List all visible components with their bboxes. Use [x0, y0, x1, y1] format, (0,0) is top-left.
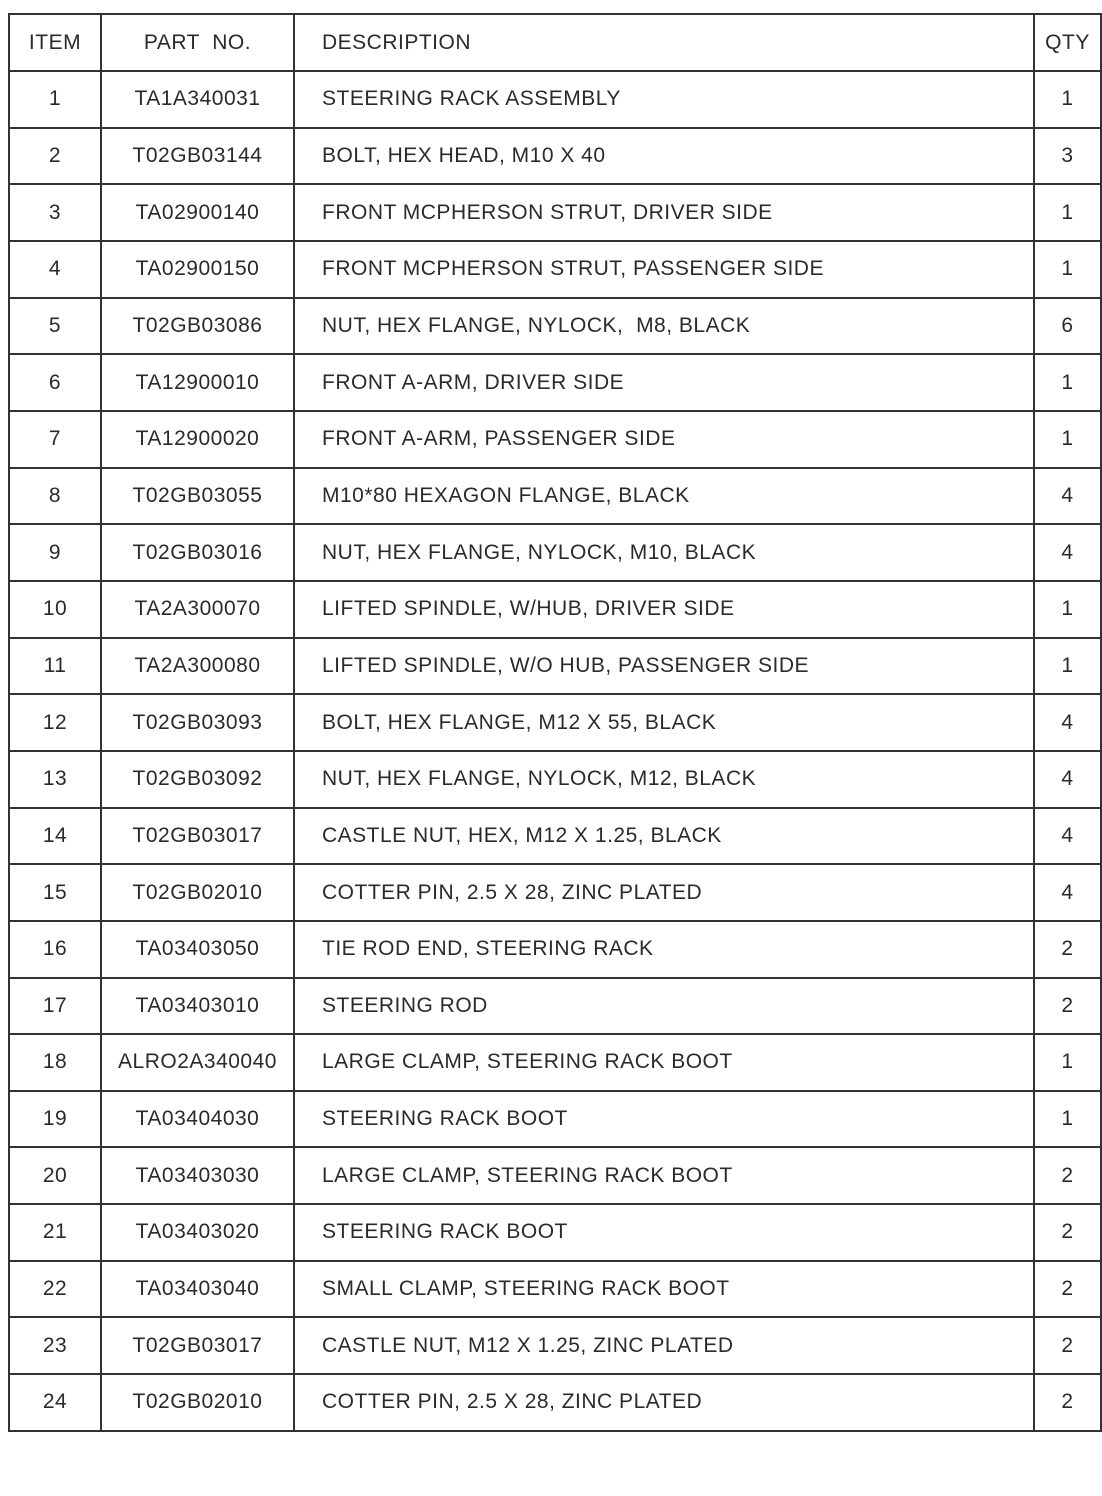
cell-part-no: T02GB02010 — [101, 864, 294, 921]
header-row — [9, 14, 1101, 71]
cell-qty: 4 — [1034, 864, 1101, 921]
cell-qty: 1 — [1034, 241, 1101, 298]
cell-qty: 2 — [1034, 1317, 1101, 1374]
cell-description: FRONT MCPHERSON STRUT, PASSENGER SIDE — [294, 241, 1034, 298]
table-row — [9, 581, 1101, 638]
cell-part-no: TA02900150 — [101, 241, 294, 298]
cell-description: SMALL CLAMP, STEERING RACK BOOT — [294, 1261, 1034, 1318]
cell-description: STEERING RACK BOOT — [294, 1091, 1034, 1148]
cell-qty: 1 — [1034, 411, 1101, 468]
table-row — [9, 1261, 1101, 1318]
cell-description: STEERING RACK ASSEMBLY — [294, 71, 1034, 128]
cell-qty: 1 — [1034, 184, 1101, 241]
cell-item: 16 — [9, 921, 101, 978]
cell-qty: 4 — [1034, 524, 1101, 581]
table-row — [9, 298, 1101, 355]
cell-part-no: T02GB03092 — [101, 751, 294, 808]
table-row — [9, 524, 1101, 581]
cell-item: 21 — [9, 1204, 101, 1261]
cell-qty: 1 — [1034, 354, 1101, 411]
table-row — [9, 411, 1101, 468]
cell-description: COTTER PIN, 2.5 X 28, ZINC PLATED — [294, 1374, 1034, 1431]
table-row — [9, 864, 1101, 921]
cell-qty: 1 — [1034, 71, 1101, 128]
cell-part-no: TA2A300070 — [101, 581, 294, 638]
cell-description: FRONT A-ARM, DRIVER SIDE — [294, 354, 1034, 411]
cell-item: 8 — [9, 468, 101, 525]
table-row — [9, 751, 1101, 808]
table-row — [9, 1204, 1101, 1261]
cell-description: NUT, HEX FLANGE, NYLOCK, M10, BLACK — [294, 524, 1034, 581]
table-row — [9, 921, 1101, 978]
cell-part-no: T02GB03093 — [101, 694, 294, 751]
cell-qty: 1 — [1034, 1091, 1101, 1148]
cell-item: 12 — [9, 694, 101, 751]
table-row — [9, 1034, 1101, 1091]
cell-part-no: T02GB03086 — [101, 298, 294, 355]
cell-description: STEERING ROD — [294, 978, 1034, 1035]
cell-part-no: TA03404030 — [101, 1091, 294, 1148]
cell-description: FRONT A-ARM, PASSENGER SIDE — [294, 411, 1034, 468]
cell-item: 2 — [9, 128, 101, 185]
cell-qty: 1 — [1034, 638, 1101, 695]
cell-part-no: TA03403010 — [101, 978, 294, 1035]
table-header — [9, 14, 1101, 71]
cell-description: M10*80 HEXAGON FLANGE, BLACK — [294, 468, 1034, 525]
cell-qty: 4 — [1034, 751, 1101, 808]
cell-item: 19 — [9, 1091, 101, 1148]
cell-item: 1 — [9, 71, 101, 128]
cell-qty: 1 — [1034, 581, 1101, 638]
cell-qty: 2 — [1034, 1374, 1101, 1431]
cell-item: 22 — [9, 1261, 101, 1318]
cell-part-no: TA02900140 — [101, 184, 294, 241]
cell-qty: 6 — [1034, 298, 1101, 355]
header-part-no: PART NO. — [101, 14, 294, 71]
table-row — [9, 978, 1101, 1035]
cell-qty: 2 — [1034, 921, 1101, 978]
cell-item: 7 — [9, 411, 101, 468]
cell-part-no: TA1A340031 — [101, 71, 294, 128]
table-row — [9, 128, 1101, 185]
header-item: ITEM — [9, 14, 101, 71]
cell-item: 3 — [9, 184, 101, 241]
cell-item: 5 — [9, 298, 101, 355]
cell-description: TIE ROD END, STEERING RACK — [294, 921, 1034, 978]
table-row — [9, 241, 1101, 298]
cell-item: 13 — [9, 751, 101, 808]
cell-qty: 2 — [1034, 1204, 1101, 1261]
cell-part-no: TA03403020 — [101, 1204, 294, 1261]
cell-description: LIFTED SPINDLE, W/HUB, DRIVER SIDE — [294, 581, 1034, 638]
cell-qty: 2 — [1034, 1147, 1101, 1204]
cell-description: LARGE CLAMP, STEERING RACK BOOT — [294, 1034, 1034, 1091]
table-row — [9, 1147, 1101, 1204]
cell-description: CASTLE NUT, HEX, M12 X 1.25, BLACK — [294, 808, 1034, 865]
cell-item: 10 — [9, 581, 101, 638]
cell-item: 17 — [9, 978, 101, 1035]
cell-part-no: T02GB03144 — [101, 128, 294, 185]
cell-part-no: TA03403050 — [101, 921, 294, 978]
cell-part-no: T02GB03017 — [101, 808, 294, 865]
table-row — [9, 638, 1101, 695]
cell-description: BOLT, HEX HEAD, M10 X 40 — [294, 128, 1034, 185]
table-row — [9, 1091, 1101, 1148]
cell-part-no: T02GB03016 — [101, 524, 294, 581]
cell-description: COTTER PIN, 2.5 X 28, ZINC PLATED — [294, 864, 1034, 921]
table-row — [9, 354, 1101, 411]
table-row — [9, 468, 1101, 525]
cell-qty: 4 — [1034, 694, 1101, 751]
table-row — [9, 184, 1101, 241]
cell-description: NUT, HEX FLANGE, NYLOCK, M8, BLACK — [294, 298, 1034, 355]
cell-item: 14 — [9, 808, 101, 865]
cell-item: 20 — [9, 1147, 101, 1204]
cell-item: 15 — [9, 864, 101, 921]
cell-description: STEERING RACK BOOT — [294, 1204, 1034, 1261]
cell-item: 9 — [9, 524, 101, 581]
cell-item: 18 — [9, 1034, 101, 1091]
table-row — [9, 808, 1101, 865]
cell-part-no: T02GB02010 — [101, 1374, 294, 1431]
cell-description: CASTLE NUT, M12 X 1.25, ZINC PLATED — [294, 1317, 1034, 1374]
table-row — [9, 1374, 1101, 1431]
table-row — [9, 694, 1101, 751]
cell-item: 24 — [9, 1374, 101, 1431]
table-row — [9, 71, 1101, 128]
cell-item: 6 — [9, 354, 101, 411]
cell-qty: 2 — [1034, 1261, 1101, 1318]
cell-part-no: TA12900010 — [101, 354, 294, 411]
cell-item: 11 — [9, 638, 101, 695]
cell-part-no: TA2A300080 — [101, 638, 294, 695]
cell-part-no: T02GB03017 — [101, 1317, 294, 1374]
cell-qty: 3 — [1034, 128, 1101, 185]
cell-description: LARGE CLAMP, STEERING RACK BOOT — [294, 1147, 1034, 1204]
cell-part-no: ALRO2A340040 — [101, 1034, 294, 1091]
cell-description: BOLT, HEX FLANGE, M12 X 55, BLACK — [294, 694, 1034, 751]
cell-item: 4 — [9, 241, 101, 298]
table-row — [9, 1317, 1101, 1374]
header-qty: QTY — [1034, 14, 1101, 71]
cell-description: FRONT MCPHERSON STRUT, DRIVER SIDE — [294, 184, 1034, 241]
table-body — [9, 71, 1101, 1431]
cell-qty: 2 — [1034, 978, 1101, 1035]
cell-part-no: TA03403040 — [101, 1261, 294, 1318]
cell-description: NUT, HEX FLANGE, NYLOCK, M12, BLACK — [294, 751, 1034, 808]
cell-part-no: T02GB03055 — [101, 468, 294, 525]
header-description: DESCRIPTION — [294, 14, 1034, 71]
cell-part-no: TA03403030 — [101, 1147, 294, 1204]
cell-item: 23 — [9, 1317, 101, 1374]
cell-qty: 1 — [1034, 1034, 1101, 1091]
cell-qty: 4 — [1034, 808, 1101, 865]
cell-qty: 4 — [1034, 468, 1101, 525]
cell-description: LIFTED SPINDLE, W/O HUB, PASSENGER SIDE — [294, 638, 1034, 695]
cell-part-no: TA12900020 — [101, 411, 294, 468]
parts-list-table — [8, 13, 1102, 1432]
